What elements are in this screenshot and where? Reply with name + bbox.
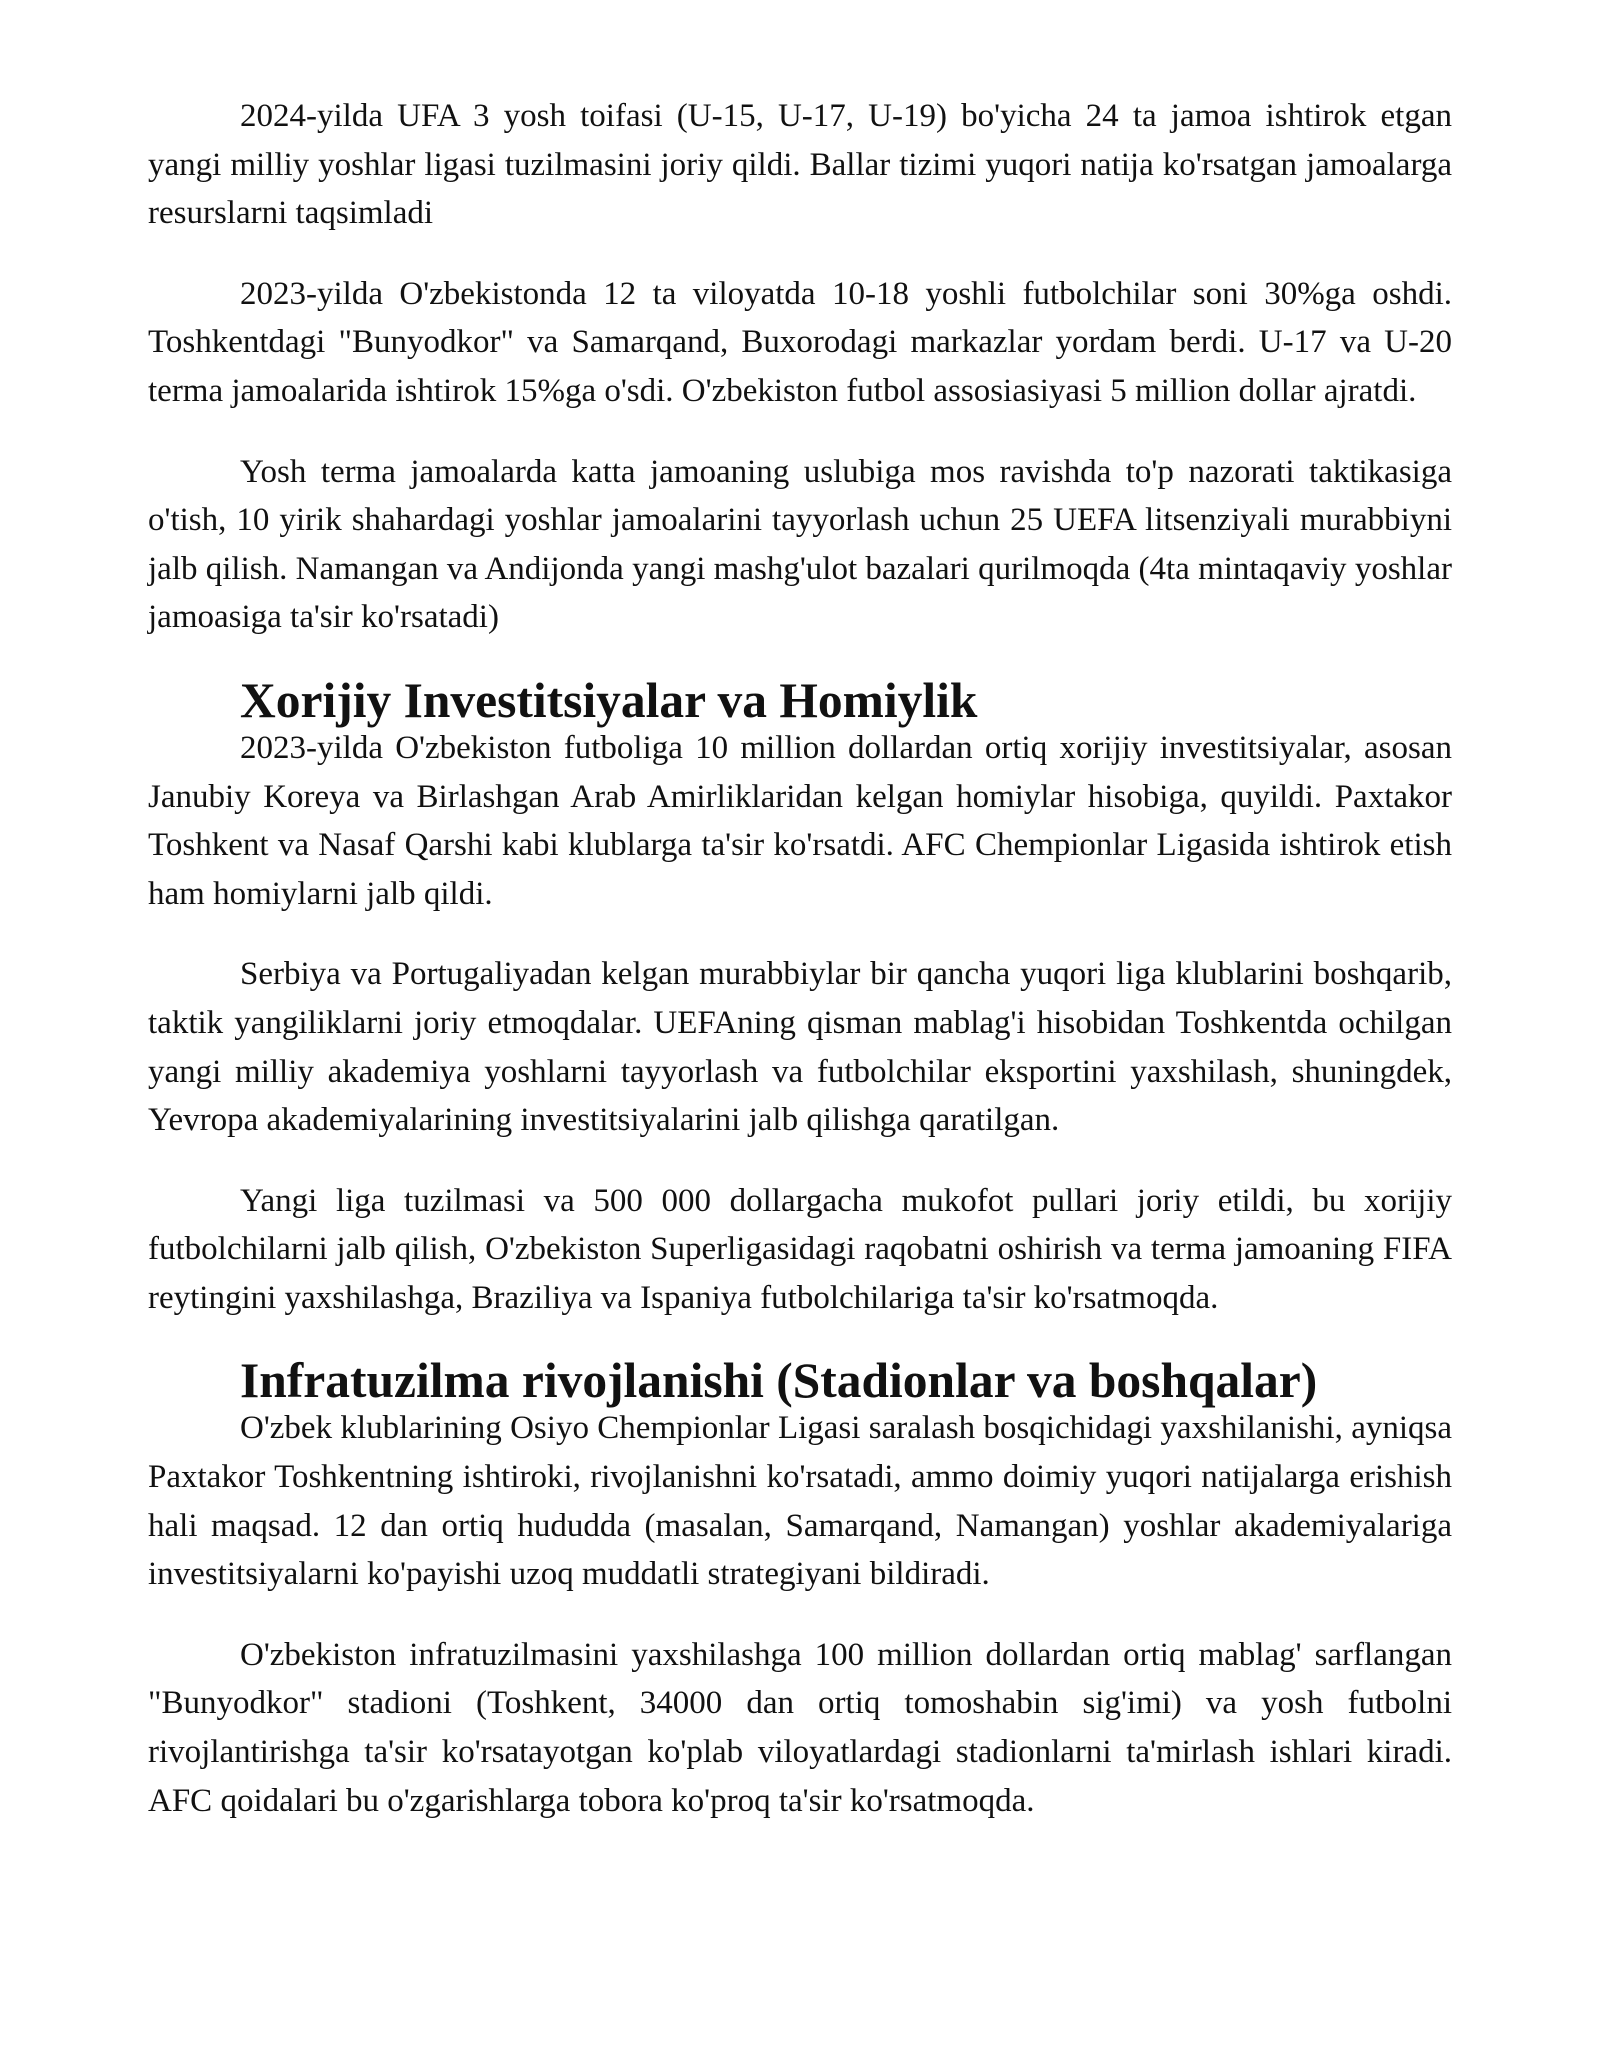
paragraph-youth-tactics: Yosh terma jamoalarda katta jamoaning uslubiga mos ravishda to'p nazorati taktikasiga o'tish, 10 yirik shahardagi yoshlar jamoalarini tayyorlash uchun 25 UEFA litsenziyali murabbiyni jalb qilish. Namangan va Andijonda yangi mashg'ulot bazalari qurilmoqda (4ta mintaqaviy yoshlar jamoasiga ta'sir ko'rsatadi) — [148, 453, 1452, 636]
paragraph-league-prize-money: Yangi liga tuzilmasi va 500 000 dollargacha mukofot pullari joriy etildi, bu xorijiy futbolchilarni jalb qilish, O'zbekiston Superligasidagi raqobatni oshirish va terma jamoaning FIFA reytingini yaxshilashga, Braziliya va Ispaniya futbolchilariga ta'sir ko'rsatmoqda. — [148, 1182, 1452, 1316]
paragraph-player-growth: 2023-yilda O'zbekistonda 12 ta viloyatda 10-18 yoshli futbolchilar soni 30%ga oshdi. Toshkentdagi "Bunyodkor" va Samarqand, Buxorodagi markazlar yordam berdi. U-17 va U-20 terma jamoalarida ishtirok 15%ga o'sdi. O'zbekiston futbol assosiasiyasi 5 million dollar ajratdi. — [148, 275, 1452, 409]
paragraph-champions-league: O'zbek klublarining Osiyo Chempionlar Ligasi saralash bosqichidagi yaxshilanishi, ayniqsa Paxtakor Toshkentning ishtiroki, rivojlanishni ko'rsatadi, ammo doimiy yuqori natijalarga erishish hali maqsad. 12 dan ortiq hududda (masalan, Samarqand, Namangan) yoshlar akademiyalariga investitsiyalarni ko'payishi uzoq muddatli strategiyani bildiradi. — [148, 1410, 1452, 1593]
paragraph-investments-2023: 2023-yilda O'zbekiston futboliga 10 million dollardan ortiq xorijiy investitsiyalar, asosan Janubiy Koreya va Birlashgan Arab Amirliklaridan kelgan homiylar hisobiga, quyildi. Paxtakor Toshkent va Nasaf Qarshi kabi klublarga ta'sir ko'rsatdi. AFC Chempionlar Ligasida ishtirok etish ham homiylarni jalb qildi. — [148, 729, 1452, 912]
paragraph-youth-league: 2024-yilda UFA 3 yosh toifasi (U-15, U-17, U-19) bo'yicha 24 ta jamoa ishtirok etgan yangi milliy yoshlar ligasi tuzilmasini joriy qildi. Ballar tizimi yuqori natija ko'rsatgan jamoalarga resurslarni taqsimladi — [148, 98, 1452, 232]
paragraph-foreign-coaches: Serbiya va Portugaliyadan kelgan murabbiylar bir qancha yuqori liga klublarini boshqarib, taktik yangiliklarni joriy etmoqdalar. UEFAning qisman mablag'i hisobidan Toshkentda ochilgan yangi milliy akademiya yoshlarni tayyorlash va futbolchilar eksportini yaxshilash, shuningdek, Yevropa akademiyalarining investitsiyalarini jalb qilishga qaratilgan. — [148, 956, 1452, 1139]
heading-infrastructure: Infratuzilma rivojlanishi (Stadionlar va boshqalar) — [240, 1353, 1318, 1409]
heading-foreign-investments: Xorijiy Investitsiyalar va Homiylik — [240, 672, 978, 728]
document-page — [148, 92, 1452, 1857]
paragraph-stadium-investment: O'zbekiston infratuzilmasini yaxshilashga 100 million dollardan ortiq mablag' sarflangan "Bunyodkor" stadioni (Toshkent, 34000 dan ortiq tomoshabin sig'imi) va yosh futbolni rivojlantirishga ta'sir ko'rsatayotgan ko'plab viloyatlardagi stadionlarni ta'mirlash ishlari kiradi. AFC qoidalari bu o'zgarishlarga tobora ko'proq ta'sir ko'rsatmoqda. — [148, 1636, 1452, 1819]
